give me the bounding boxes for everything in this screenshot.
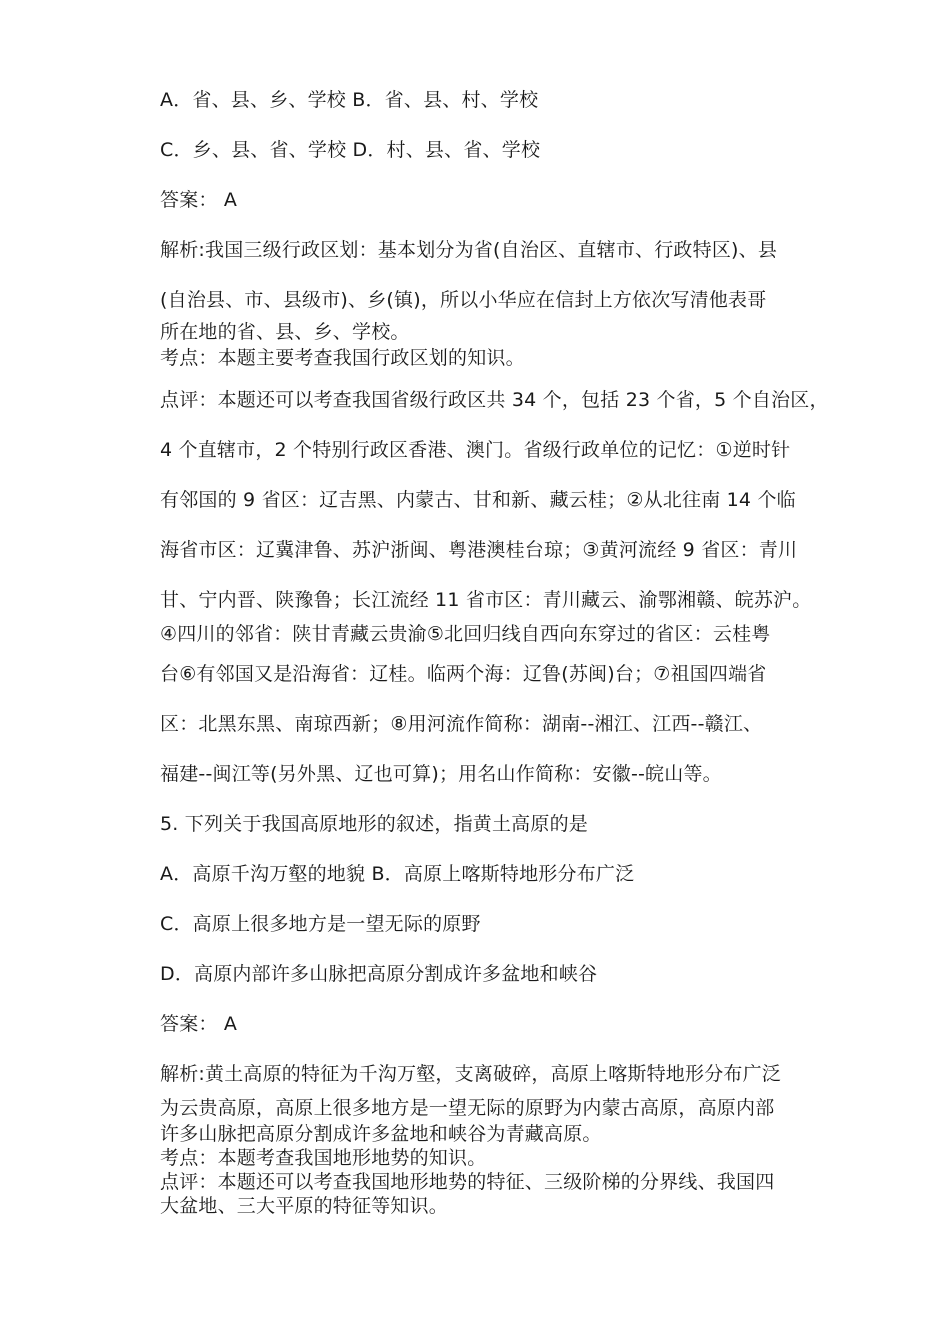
option-line-ab-q4: A．省、县、乡、学校 B．省、县、村、学校 <box>160 89 539 111</box>
analysis-line-2-q4: (自治县、市、县级市)、乡(镇)，所以小华应在信封上方依次写清他表哥 <box>160 289 767 311</box>
comment-line-3-q4: 有邻国的 9 省区：辽吉黑、内蒙古、甘和新、藏云桂；②从北往南 14 个临 <box>160 489 796 511</box>
option-line-cd-q4: C．乡、县、省、学校 D．村、县、省、学校 <box>160 139 541 161</box>
analysis-line-2-q5: 为云贵高原，高原上很多地方是一望无际的原野为内蒙古高原，高原内部 <box>160 1097 775 1119</box>
comment-line-5-q4: 甘、宁内晋、陕豫鲁；长江流经 11 省市区：青川藏云、渝鄂湘赣、皖苏沪。 <box>160 589 812 611</box>
comment-line-4-q4: 海省市区：辽冀津鲁、苏沪浙闽、粤港澳桂台琼；③黄河流经 9 省区：青川 <box>160 539 798 561</box>
key-point-line-q5: 考点：本题考查我国地形地势的知识。 <box>160 1147 487 1169</box>
analysis-line-1-q5: 解析:黄土高原的特征为千沟万壑，支离破碎，高原上喀斯特地形分布广泛 <box>160 1063 782 1085</box>
comment-line-6-q4: ④四川的邻省：陕甘青藏云贵渝⑤北回归线自西向东穿过的省区：云桂粤 <box>160 623 771 645</box>
comment-line-2-q5: 大盆地、三大平原的特征等知识。 <box>160 1195 449 1217</box>
answer-line-q4: 答案： A <box>160 189 238 211</box>
comment-line-1-q5: 点评：本题还可以考查我国地形地势的特征、三级阶梯的分界线、我国四 <box>160 1171 775 1193</box>
analysis-line-1-q4: 解析:我国三级行政区划：基本划分为省(自治区、直辖市、行政特区)、县 <box>160 239 778 261</box>
option-line-d-q5: D．高原内部许多山脉把高原分割成许多盆地和峡谷 <box>160 963 598 985</box>
comment-line-1-q4: 点评：本题还可以考查我国省级行政区共 34 个，包括 23 个省，5 个自治区， <box>160 389 829 411</box>
comment-line-2-q4: 4 个直辖市，2 个特别行政区香港、澳门。省级行政单位的记忆：①逆时针 <box>160 439 791 461</box>
option-line-ab-q5: A．高原千沟万壑的地貌 B．高原上喀斯特地形分布广泛 <box>160 863 635 885</box>
option-line-c-q5: C．高原上很多地方是一望无际的原野 <box>160 913 481 935</box>
comment-line-7-q4: 台⑥有邻国又是沿海省：辽桂。临两个海：辽鲁(苏闽)台；⑦祖国四端省 <box>160 663 767 685</box>
analysis-line-3-q4: 所在地的省、县、乡、学校。 <box>160 321 410 343</box>
comment-line-8-q4: 区：北黑东黑、南琼西新；⑧用河流作简称：湖南--湘江、江西--赣江、 <box>160 713 763 735</box>
comment-line-9-q4: 福建--闽江等(另外黑、辽也可算)；用名山作简称：安徽--皖山等。 <box>160 763 722 785</box>
question-5-stem: 5. 下列关于我国高原地形的叙述，指黄土高原的是 <box>160 813 588 835</box>
key-point-line-q4: 考点：本题主要考查我国行政区划的知识。 <box>160 347 525 369</box>
answer-line-q5: 答案： A <box>160 1013 238 1035</box>
analysis-line-3-q5: 许多山脉把高原分割成许多盆地和峡谷为青藏高原。 <box>160 1123 602 1145</box>
